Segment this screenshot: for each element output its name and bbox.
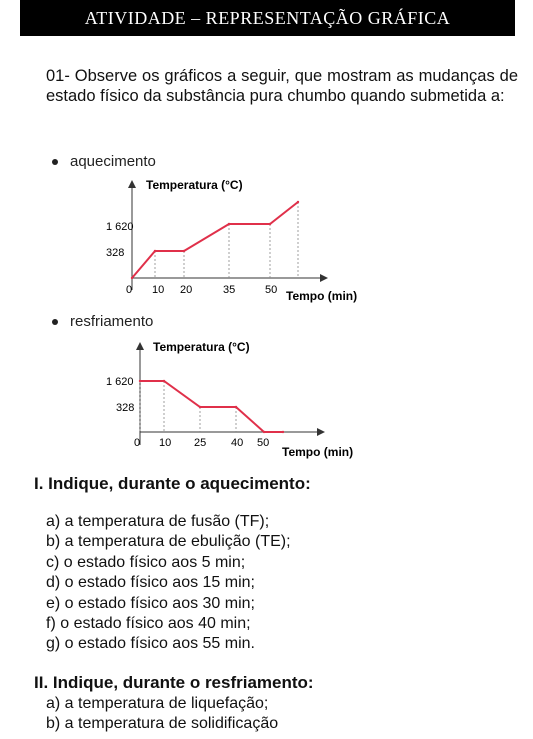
y-axis-label: Temperatura (°C) — [153, 340, 250, 354]
list-item: d) o estado físico aos 15 min; — [46, 574, 255, 592]
bullet-cooling-label: resfriamento — [70, 313, 154, 330]
x-tick-35: 35 — [223, 284, 236, 296]
data-point — [263, 431, 265, 433]
x-tick-40: 40 — [231, 437, 244, 449]
y-axis-label: Temperatura (°C) — [146, 178, 243, 192]
x-tick-25: 25 — [194, 437, 207, 449]
y-tick-328: 328 — [116, 402, 135, 414]
x-tick-10: 10 — [159, 437, 172, 449]
y-tick-1620: 1 620 — [106, 376, 134, 388]
section-2-list — [46, 694, 278, 735]
x-axis-label: Tempo (min) — [282, 445, 354, 459]
x-axis-label: Tempo (min) — [286, 289, 358, 303]
list-item: e) o estado físico aos 30 min; — [46, 594, 255, 612]
x-tick-50: 50 — [265, 284, 278, 296]
y-tick-328: 328 — [106, 247, 125, 259]
list-item: a) a temperatura de liquefação; — [46, 695, 269, 712]
list-item: g) o estado físico aos 55 min. — [46, 635, 255, 653]
header-title: ATIVIDADE – REPRESENTAÇÃO GRÁFICA — [84, 7, 451, 28]
y-axis-arrow-icon — [136, 342, 144, 350]
question-intro: 01- Observe os gráficos a seguir, que mostram as mudanças de estado físico da substância pura chumbo quando submetida a: — [46, 67, 518, 105]
data-point — [199, 406, 201, 408]
list-item: b) a temperatura de solidificação — [46, 715, 279, 733]
section-1-list — [46, 512, 291, 655]
cooling-series-line — [140, 381, 283, 432]
x-tick-0: 0 — [134, 437, 141, 449]
list-item: c) o estado físico aos 5 min; — [46, 553, 246, 571]
data-point — [139, 380, 141, 382]
list-item: b) a temperatura de ebulição (TE); — [46, 533, 291, 551]
list-item: f) o estado físico aos 40 min; — [46, 615, 251, 633]
data-point — [235, 406, 237, 408]
x-tick-0: 0 — [126, 284, 133, 296]
x-tick-10: 10 — [152, 284, 165, 296]
list-item: a) a temperatura de fusão (TF); — [46, 513, 270, 530]
data-point — [163, 380, 165, 382]
section-1-title: I. Indique, durante o aquecimento: — [34, 474, 311, 493]
x-axis-arrow-icon — [317, 428, 325, 436]
bullet-heating-label: aquecimento — [70, 153, 156, 170]
x-tick-20: 20 — [180, 284, 193, 296]
x-tick-50: 50 — [257, 437, 270, 449]
section-2-title: II. Indique, durante o resfriamento: — [34, 673, 314, 692]
data-point — [282, 431, 284, 433]
y-tick-1620: 1 620 — [106, 221, 134, 233]
